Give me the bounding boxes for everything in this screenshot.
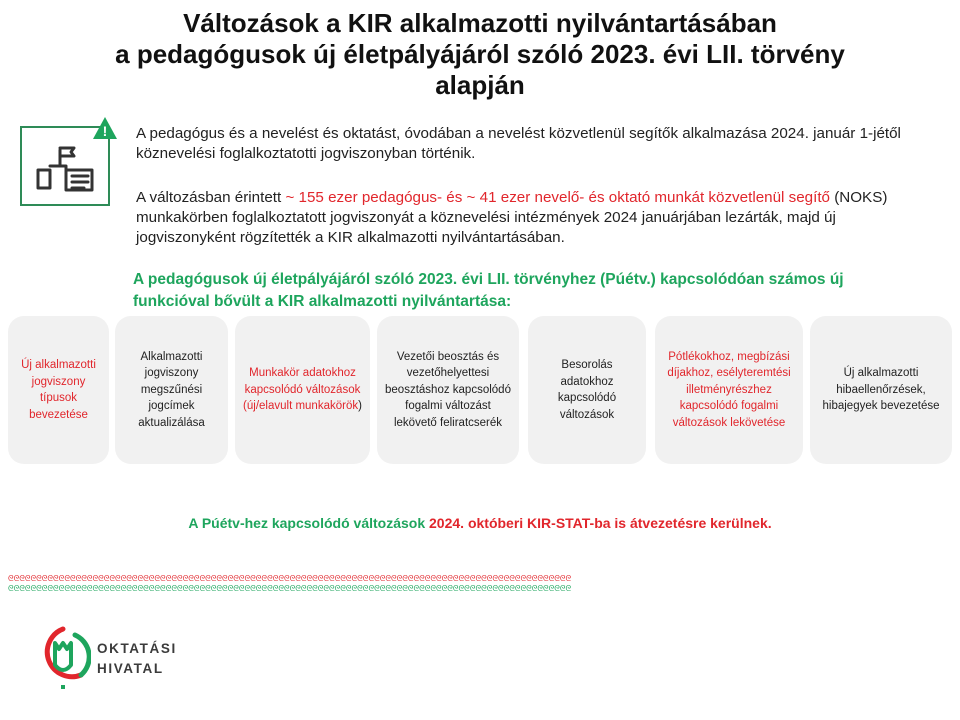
intro-p2-start: A változásban érintett [136, 189, 286, 206]
note-part-red: 2024. októberi KIR-STAT-ba is átvezetésre kerülnek. [429, 515, 772, 531]
card-job-data-text: Munkakör adatokhoz kapcsolódó változások (új/elavult munkakörök [243, 367, 361, 413]
intro-paragraph-1: A pedagógus és a nevelést és oktatást, óvodában a nevelést közvetlenül segítők alkalmazása 2024. január 1-jétől köznevelési foglalkoztatotti jogviszonyban történik. [136, 125, 901, 162]
card-new-employment-types: Új alkalmazotti jogviszony típusok bevezetése [8, 316, 109, 464]
intro-p2-highlight: ~ 155 ezer pedagógus- és ~ 41 ezer nevelő- és oktató munkát közvetlenül segítő [285, 189, 830, 206]
title-line-2: a pedagógusok új életpályájáról szóló 2023. évi LII. törvény [115, 39, 845, 69]
kir-stat-note [0, 513, 960, 533]
puetv-highlight: A pedagógusok új életpályájáról szóló 2023. évi LII. törvényhez (Púétv.) kapcsolódóan számos új funkcióval bővült a KIR alkalmazotti nyilvántartása: [133, 271, 844, 310]
decorative-border-red: ᘓᘓᘓᘓᘓᘓᘓᘓᘓᘓᘓᘓᘓᘓᘓᘓᘓᘓᘓᘓᘓᘓᘓᘓᘓᘓᘓᘓᘓᘓᘓᘓᘓᘓᘓᘓᘓᘓᘓᘓᘓᘓᘓᘓᘓᘓᘓᘓᘓᘓᘓᘓᘓᘓᘓᘓᘓᘓᘓᘓᘓᘓᘓᘓᘓᘓᘓᘓᘓᘓᘓᘓᘓᘓᘓᘓᘓᘓᘓᘓᘓᘓᘓᘓᘓᘓᘓᘓᘓᘓᘓᘓᘓᘓᘓᘓᘓᘓᘓᘓ [8, 575, 572, 583]
card-leadership-labels: Vezetői beosztás és vezetőhelyettesi beosztáshoz kapcsolódó fogalmi változást lekövető feliratcserék [377, 316, 519, 464]
title-line-3: alapján [435, 70, 525, 100]
card-job-data-changes [235, 316, 370, 464]
logo-line-1: OKTATÁSI [97, 641, 177, 656]
decorative-border-green: ᘓᘓᘓᘓᘓᘓᘓᘓᘓᘓᘓᘓᘓᘓᘓᘓᘓᘓᘓᘓᘓᘓᘓᘓᘓᘓᘓᘓᘓᘓᘓᘓᘓᘓᘓᘓᘓᘓᘓᘓᘓᘓᘓᘓᘓᘓᘓᘓᘓᘓᘓᘓᘓᘓᘓᘓᘓᘓᘓᘓᘓᘓᘓᘓᘓᘓᘓᘓᘓᘓᘓᘓᘓᘓᘓᘓᘓᘓᘓᘓᘓᘓᘓᘓᘓᘓᘓᘓᘓᘓᘓᘓᘓᘓᘓᘓᘓᘓᘓᘓ [8, 585, 572, 593]
owl-logo-icon [35, 625, 91, 691]
note-part-green: A Púétv-hez kapcsolódó változások [188, 515, 430, 531]
warning-glyph: ! [102, 123, 108, 139]
card-termination-reasons: Alkalmazotti jogviszony megszűnési jogcímek aktualizálása [115, 316, 228, 464]
page-title [40, 8, 920, 101]
intro-p2-end: (NOKS) munkakörben foglalkoztatott jogviszonyát a köznevelési intézmények 2024 januárjában lezárták, majd új jogviszonyként rögzítették a KIR alkalmazotti nyilvántartásában. [136, 189, 888, 246]
intro-paragraph-2 [136, 188, 916, 248]
oktatasi-hivatal-logo [35, 625, 195, 695]
title-line-1: Változások a KIR alkalmazotti nyilvántartásában [183, 8, 777, 38]
card-classification-changes: Besorolás adatokhoz kapcsolódó változások [528, 316, 646, 464]
warning-icon [92, 116, 118, 140]
logo-line-2: HIVATAL [97, 661, 164, 676]
logo-text [97, 639, 177, 679]
document-flag-graphic [34, 138, 98, 198]
card-error-checks: Új alkalmazotti hibaellenőrzések, hibajegyek bevezetése [810, 316, 952, 464]
card-job-data-paren: ) [358, 400, 362, 413]
card-allowance-changes: Pótlékokhoz, megbízási díjakhoz, esélyteremtési illetményrészhez kapcsolódó fogalmi változások lekövetése [655, 316, 803, 464]
